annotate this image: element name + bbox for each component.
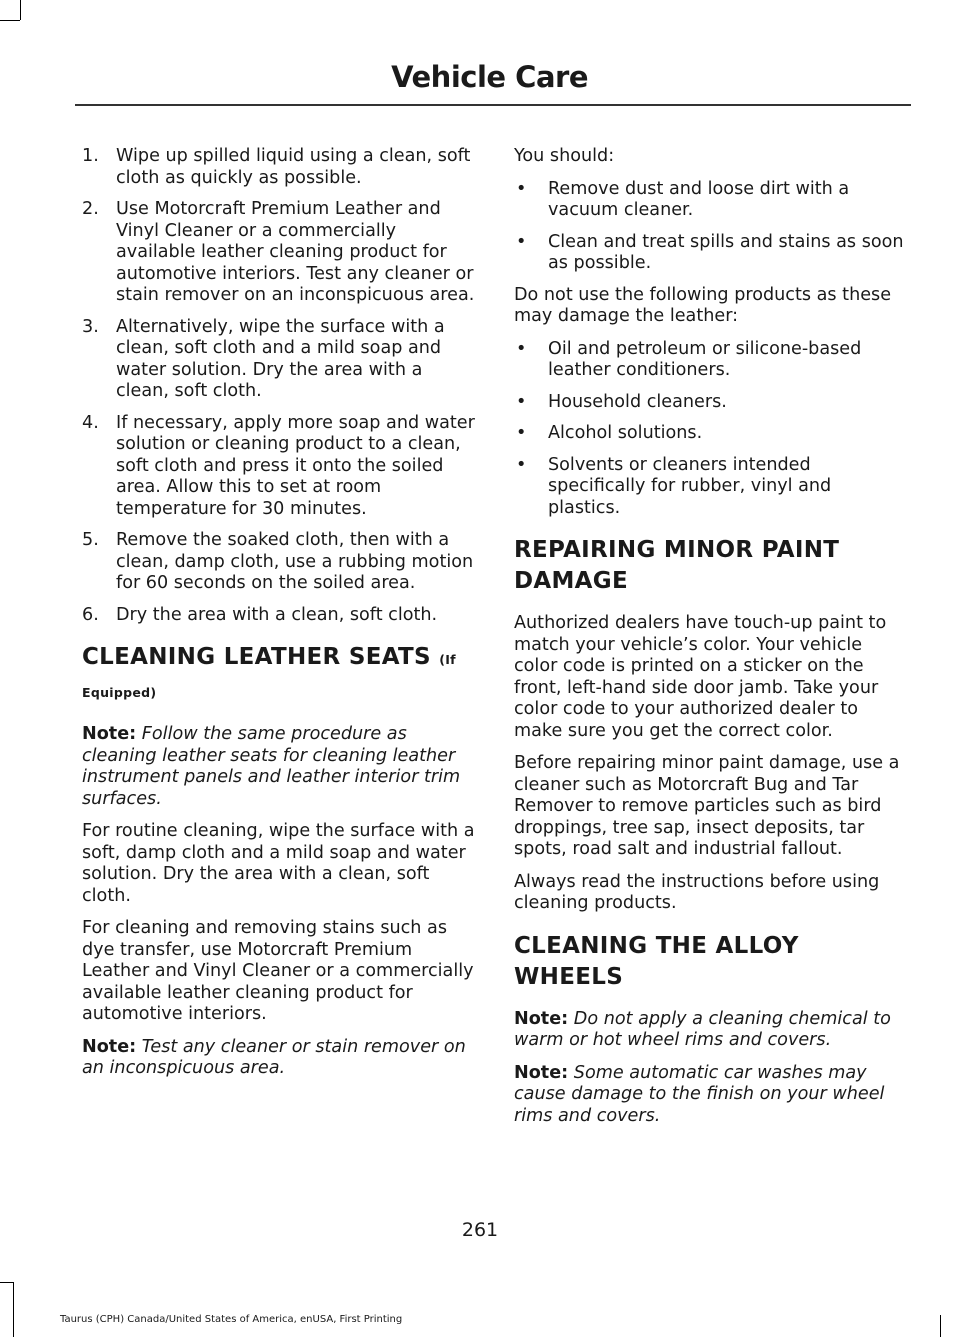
heading-qualifier-close: Equipped) bbox=[82, 685, 157, 700]
heading-repairing-minor-paint-damage bbox=[514, 535, 908, 597]
touch-up-paint-paragraph: Authorized dealers have touch-up paint to match your vehicle’s color. Your vehicle color code is printed on a sticker on the front, left-hand side door jamb. Take your color code to your authorized dealer to make sure you get the correct color. bbox=[514, 613, 887, 741]
right-column bbox=[514, 146, 908, 1138]
note-label: Note: bbox=[514, 1008, 569, 1029]
heading-line-2: DAMAGE bbox=[514, 568, 628, 594]
you-should-intro: You should: bbox=[514, 146, 615, 166]
step-text: Dry the area with a clean, soft cloth. bbox=[116, 604, 438, 625]
bullet-icon: • bbox=[516, 231, 527, 252]
heading-qualifier-open: (If bbox=[439, 652, 456, 667]
bullet-icon: • bbox=[516, 454, 527, 475]
heading-cleaning-alloy-wheels bbox=[514, 931, 908, 993]
list-item bbox=[514, 339, 908, 382]
stain-removal-paragraph: For cleaning and removing stains such as dye transfer, use Motorcraft Premium Leather and Vinyl Cleaner or a commercially available leather cleaning product for automotive interiors. bbox=[82, 918, 474, 1024]
list-item-text: Clean and treat spills and stains as soon as possible. bbox=[548, 231, 904, 273]
step-number: 6. bbox=[82, 604, 99, 625]
step-item bbox=[82, 413, 475, 521]
list-item-text: Solvents or cleaners intended specifically for rubber, vinyl and plastics. bbox=[548, 454, 832, 518]
crop-mark-bottom-left-vertical bbox=[13, 1282, 14, 1337]
left-column bbox=[82, 146, 475, 1091]
note-label: Note: bbox=[514, 1062, 569, 1083]
bullet-icon: • bbox=[516, 423, 527, 443]
note-text: Do not apply a cleaning chemical to warm or hot wheel rims and covers. bbox=[514, 1008, 891, 1050]
step-text: Alternatively, wipe the surface with a clean, soft cloth and a mild soap and water solution. Dry the area with a clean, soft cloth. bbox=[116, 316, 445, 401]
heading-line-2: WHEELS bbox=[514, 963, 624, 990]
step-number: 5. bbox=[82, 530, 99, 550]
step-text: Wipe up spilled liquid using a clean, soft cloth as quickly as possible. bbox=[116, 146, 471, 188]
step-item bbox=[82, 605, 475, 627]
heading-line-1: REPAIRING MINOR PAINT bbox=[514, 537, 840, 563]
step-text: Use Motorcraft Premium Leather and Vinyl Cleaner or a commercially available leather cleaning product for automotive interiors. Test any cleaner or stain remover on an inconspicuous area. bbox=[116, 199, 475, 305]
crop-mark-top-left-vertical bbox=[20, 0, 21, 20]
note-text: Follow the same procedure as cleaning leather seats for cleaning leather instrument panels and leather interior trim surfaces. bbox=[82, 724, 461, 809]
before-repairing-paragraph: Before repairing minor paint damage, use a cleaner such as Motorcraft Bug and Tar Remover to remove particles such as bird droppings, tree sap, insect deposits, tar spots, road salt and industrial fallout. bbox=[514, 753, 900, 859]
step-item bbox=[82, 317, 475, 403]
heading-cleaning-leather-seats bbox=[82, 642, 475, 708]
header-divider bbox=[75, 104, 911, 106]
note-text: Test any cleaner or stain remover on an inconspicuous area. bbox=[82, 1036, 466, 1078]
step-number: 2. bbox=[82, 199, 99, 219]
step-number: 3. bbox=[82, 316, 99, 337]
section-title: Vehicle Care bbox=[391, 60, 588, 94]
bullet-icon: • bbox=[516, 178, 527, 199]
step-item bbox=[82, 199, 475, 307]
note-label: Note: bbox=[82, 1036, 137, 1057]
step-number: 4. bbox=[82, 412, 99, 433]
step-number: 1. bbox=[82, 146, 99, 166]
you-should-list bbox=[514, 179, 908, 275]
heading-main-text: CLEANING LEATHER SEATS bbox=[82, 644, 431, 670]
routine-cleaning-paragraph: For routine cleaning, wipe the surface with a soft, damp cloth and a mild soap and water solution. Dry the area with a clean, soft cloth. bbox=[82, 821, 475, 906]
list-item-text: Alcohol solutions. bbox=[548, 423, 703, 443]
note-paragraph bbox=[514, 1063, 908, 1128]
page-number: 261 bbox=[461, 1219, 499, 1241]
step-item bbox=[82, 146, 475, 189]
heading-line-1: CLEANING THE ALLOY bbox=[514, 932, 799, 959]
list-item bbox=[514, 423, 908, 445]
step-item bbox=[82, 530, 475, 595]
do-not-use-list bbox=[514, 339, 908, 520]
list-item-text: Remove dust and loose dirt with a vacuum cleaner. bbox=[548, 178, 850, 220]
list-item bbox=[514, 392, 908, 414]
bullet-icon: • bbox=[516, 391, 527, 412]
do-not-use-intro: Do not use the following products as these may damage the leather: bbox=[514, 284, 892, 326]
read-instructions-paragraph: Always read the instructions before using cleaning products. bbox=[514, 871, 880, 913]
step-text: Remove the soaked cloth, then with a clean, damp cloth, use a rubbing motion for 60 seconds on the soiled area. bbox=[116, 530, 474, 593]
edition-footer: Taurus (CPH) Canada/United States of America, enUSA, First Printing bbox=[60, 1314, 403, 1325]
list-item-text: Oil and petroleum or silicone-based leather conditioners. bbox=[548, 338, 862, 380]
list-item bbox=[514, 232, 908, 275]
list-item bbox=[514, 455, 908, 520]
note-label: Note: bbox=[82, 724, 137, 744]
note-text: Some automatic car washes may cause damage to the finish on your wheel rims and covers. bbox=[514, 1062, 885, 1126]
list-item-text: Household cleaners. bbox=[548, 391, 727, 412]
note-paragraph bbox=[82, 1037, 475, 1080]
bullet-icon: • bbox=[516, 338, 527, 359]
crop-mark-bottom-left-horizontal bbox=[0, 1282, 14, 1283]
note-paragraph bbox=[82, 724, 475, 810]
list-item bbox=[514, 179, 908, 222]
cleaning-steps-list bbox=[82, 146, 475, 626]
crop-mark-bottom-right-vertical bbox=[940, 1315, 941, 1337]
crop-mark-top-left-horizontal bbox=[0, 20, 20, 21]
note-paragraph bbox=[514, 1009, 908, 1052]
step-text: If necessary, apply more soap and water solution or cleaning product to a clean, soft cloth and press it onto the soiled area. Allow this to set at room temperature for 30 minutes. bbox=[116, 412, 475, 519]
